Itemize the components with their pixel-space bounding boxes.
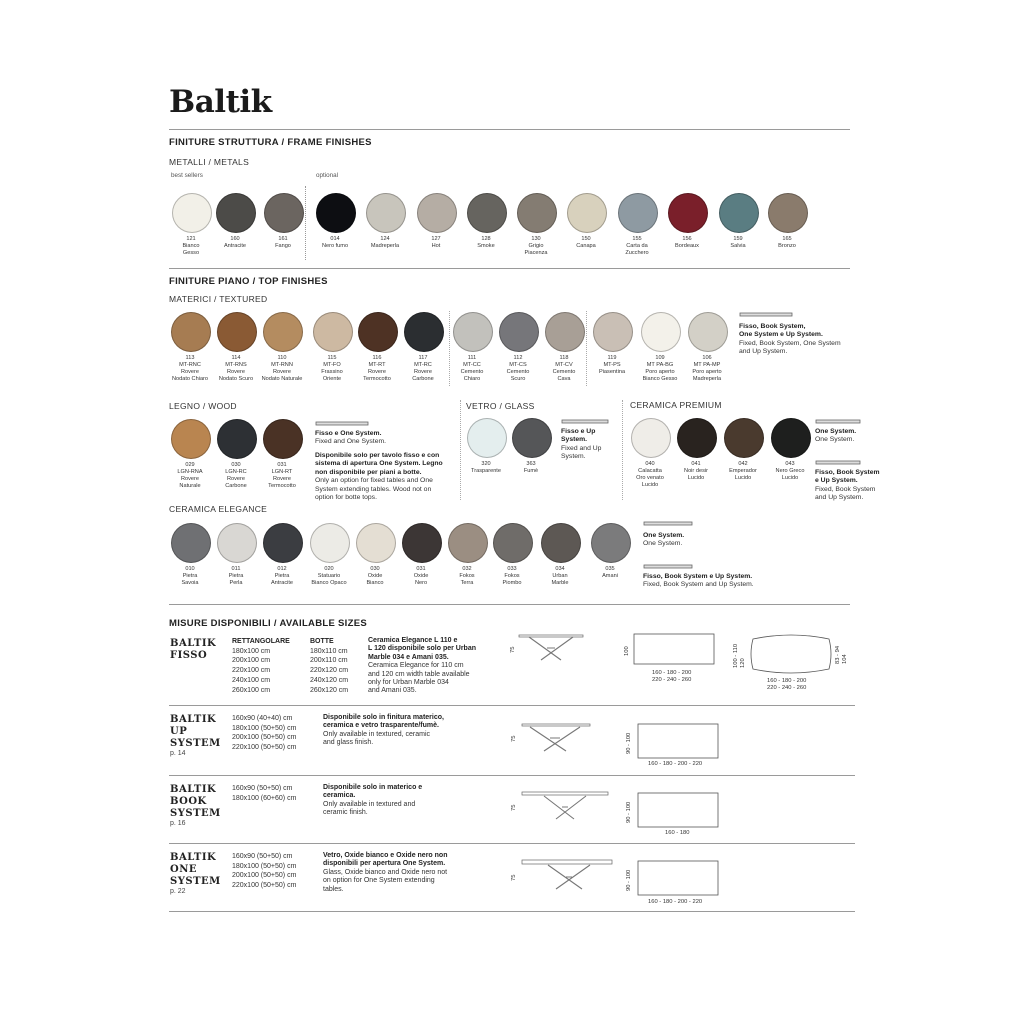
one-side-elevation-icon <box>520 858 616 892</box>
top-finishes-heading: FINITURE PIANO / TOP FINISHES <box>169 276 328 287</box>
ceramica-elegance-heading: CERAMICA ELEGANCE <box>169 504 268 514</box>
model-book-name: BALTIK BOOK SYSTEM <box>170 784 221 819</box>
finish-swatch <box>467 418 507 458</box>
wood-note-1-text: Fixed and One System. <box>315 438 387 446</box>
up-side-elevation-icon <box>520 722 592 754</box>
fisso-note-text: Ceramica Elegance for 110 cm and 120 cm width table available only for Urban Marble 034 and Amani 035. <box>368 662 470 695</box>
model-up-name: BALTIK UP SYSTEM <box>170 714 221 749</box>
finish-swatch-label: 031 Oxide Nero <box>413 566 429 586</box>
fisso-botte-plan-icon <box>748 634 834 674</box>
finish-swatch <box>310 523 350 563</box>
divider <box>169 911 855 912</box>
finish-swatch <box>264 193 304 233</box>
book-depth-dim: 90 - 100 <box>626 801 632 823</box>
finish-swatch <box>618 193 658 233</box>
finish-swatch-label: 032 Fokos Terra <box>459 566 475 586</box>
finish-swatch-label: 110 MT-RNN Rovere Nodato Naturale <box>261 355 303 382</box>
finish-swatch-label: 035 Amani <box>602 566 618 579</box>
finish-swatch-label: 165 Bronzo <box>778 236 796 249</box>
tabletop-profile-icon <box>739 311 795 319</box>
fisso-botte-column <box>310 637 348 695</box>
optional-label: optional <box>316 172 339 179</box>
divider <box>169 268 850 269</box>
finish-swatch <box>512 418 552 458</box>
finish-swatch <box>493 523 533 563</box>
finish-swatch <box>677 418 717 458</box>
one-page-ref: p. 22 <box>170 888 186 895</box>
finish-swatch <box>541 523 581 563</box>
finish-swatch-label: 113 MT-RNC Rovere Nodato Chiaro <box>171 355 209 382</box>
finish-swatch-label: 116 MT-RT Rovere Termocotto <box>363 355 391 382</box>
glass-note-bold: Fisso e Up System. <box>561 428 596 444</box>
finish-swatch-label: 320 Trasparente <box>471 461 501 474</box>
book-note-text: Only available in textured and ceramic finish. <box>323 800 416 817</box>
finish-swatch-label: 127 Hot <box>431 236 441 249</box>
tabletop-profile-icon <box>815 418 863 426</box>
separator <box>586 311 587 386</box>
finish-swatch <box>366 193 406 233</box>
finish-swatch <box>448 523 488 563</box>
finish-swatch-label: 043 Nero Greco Lucido <box>775 461 805 481</box>
finish-swatch-label: 033 Fokos Piombo <box>502 566 522 586</box>
fisso-botte-width-dim: 160 - 180 - 200 220 - 240 - 260 <box>767 678 807 691</box>
finish-swatch <box>171 419 211 459</box>
fisso-botte-depth2-dim: 83 - 94 104 <box>835 645 848 664</box>
elegance-note-1-text: One System. <box>643 540 683 548</box>
up-note-bold: Disponibile solo in finitura materico, ceramica e vetro trasparente/fumè. <box>323 714 444 730</box>
fisso-height-dim: 75 <box>510 646 516 653</box>
elegance-note-2 <box>643 573 754 590</box>
finish-swatch <box>171 312 211 352</box>
finish-swatch <box>545 312 585 352</box>
finish-swatch <box>668 193 708 233</box>
finish-swatch <box>453 312 493 352</box>
finish-swatch <box>467 193 507 233</box>
finish-swatch <box>417 193 457 233</box>
finish-swatch-label: 041 Noir desir Lucido <box>684 461 708 481</box>
glass-note-text: Fixed and Up System. <box>561 444 602 461</box>
finish-swatch <box>356 523 396 563</box>
finish-swatch-label: 124 Madreperla <box>370 236 400 249</box>
book-height-dim: 75 <box>511 804 517 811</box>
finish-swatch-label: 128 Smoke <box>477 236 495 249</box>
finish-swatch-label: 011 Pietra Perla <box>228 566 244 586</box>
finish-swatch <box>358 312 398 352</box>
fisso-note <box>368 637 476 696</box>
finish-swatch <box>719 193 759 233</box>
finish-swatch <box>591 523 631 563</box>
wood-note-2 <box>315 452 443 502</box>
finish-swatch <box>263 419 303 459</box>
textured-note-bold: Fisso, Book System, One System e Up System. <box>739 323 823 339</box>
finish-swatch <box>402 523 442 563</box>
finish-swatch-label: 121 Bianco Gesso <box>182 236 200 256</box>
finish-swatch-label: 030 LGN-RC Rovere Carbone <box>225 462 247 489</box>
finish-swatch <box>771 418 811 458</box>
frame-finishes-heading: FINITURE STRUTTURA / FRAME FINISHES <box>169 137 372 148</box>
finish-swatch <box>567 193 607 233</box>
finish-swatch <box>172 193 212 233</box>
wood-note-2-text: Only an option for fixed tables and One System extending tables. Wood not on option for botte tops. <box>315 477 433 502</box>
book-note <box>323 784 422 818</box>
botte-header: BOTTE <box>310 638 334 645</box>
fisso-note-bold: Ceramica Elegance L 110 e L 120 disponibile solo per Urban Marble 034 e Amani 035. <box>368 637 477 661</box>
premium-note-1 <box>815 428 856 445</box>
finish-swatch-label: 159 Salvia <box>730 236 746 249</box>
premium-note-2-bold: Fisso, Book System e Up System. <box>815 469 880 485</box>
premium-note-2 <box>815 469 880 503</box>
finish-swatch-label: 029 LGN-RNA Rovere Naturale <box>177 462 203 489</box>
up-sizes: 160x90 (40+40) cm 180x100 (50+50) cm 200x100 (50+50) cm 220x100 (50+50) cm <box>232 715 297 752</box>
finish-swatch-label: 363 Fumè <box>523 461 539 474</box>
fisso-rect-depth-dim: 100 <box>624 646 630 656</box>
finish-swatch <box>316 193 356 233</box>
metals-heading: METALLI / METALS <box>169 157 250 167</box>
finish-swatch-label: 119 MT-PS Piasentina <box>598 355 626 375</box>
up-plan-icon <box>634 722 722 760</box>
divider <box>169 843 855 844</box>
up-depth-dim: 90 - 100 <box>626 732 632 754</box>
fisso-rectangular-column <box>232 637 290 695</box>
premium-note-1-bold: One System. <box>815 428 857 435</box>
fisso-rect-plan-icon <box>626 632 718 668</box>
finish-swatch <box>313 312 353 352</box>
finish-swatch-label: 042 Emperador Lucido <box>729 461 757 481</box>
up-page-ref: p. 14 <box>170 750 186 757</box>
finish-swatch <box>217 419 257 459</box>
finish-swatch <box>217 523 257 563</box>
rectangular-sizes: 180x100 cm 200x100 cm 220x100 cm 240x100 cm 260x100 cm <box>232 647 271 694</box>
elegance-note-2-bold: Fisso, Book System e Up System. <box>643 573 753 580</box>
finish-swatch <box>517 193 557 233</box>
finish-swatch-label: 111 MT-CC Cemento Chiaro <box>460 355 484 382</box>
glass-note <box>561 428 601 462</box>
textured-note <box>739 323 841 357</box>
up-width-dim: 160 - 180 - 200 - 220 <box>648 761 703 767</box>
tabletop-profile-icon <box>643 563 695 571</box>
wood-note-2-bold: Disponibile solo per tavolo fisso e con sistema di apertura One System. Legno non disponibile per piani a botte. <box>315 452 443 476</box>
elegance-note-2-text: Fixed, Book System and Up System. <box>643 581 754 589</box>
finish-swatch-label: 106 MT PA-MP Poro aperto Madreperla <box>692 355 722 382</box>
ceramica-premium-heading: CERAMICA PREMIUM <box>630 400 722 410</box>
finish-swatch-label: 014 Nero fumo <box>321 236 349 249</box>
one-note <box>323 852 447 894</box>
finish-swatch <box>768 193 808 233</box>
finish-swatch-label: 031 LGN-RT Rovere Termocotto <box>268 462 296 489</box>
elegance-note-1 <box>643 532 684 549</box>
wood-note-1-bold: Fisso e One System. <box>315 430 382 437</box>
fisso-botte-depth-dim: 100 - 110 120 <box>733 643 746 668</box>
tabletop-profile-icon <box>643 520 695 528</box>
one-depth-dim: 90 - 100 <box>626 869 632 891</box>
finish-swatch-label: 010 Pietra Savoia <box>181 566 199 586</box>
premium-note-1-text: One System. <box>815 436 855 444</box>
one-width-dim: 160 - 180 - 200 - 220 <box>648 899 703 905</box>
one-note-bold: Vetro, Oxide bianco e Oxide nero non disponibili per apertura One System. <box>323 852 448 868</box>
book-sizes: 160x90 (50+50) cm 180x100 (60+60) cm <box>232 785 297 802</box>
wood-heading: LEGNO / WOOD <box>169 401 237 411</box>
finish-swatch-label: 034 Urban Marble <box>551 566 569 586</box>
elegance-note-1-bold: One System. <box>643 532 685 539</box>
finish-swatch <box>263 312 303 352</box>
finish-swatch-label: 109 MT PA-BG Poro aperto Bianco Gesso <box>642 355 678 382</box>
finish-swatch <box>216 193 256 233</box>
finish-swatch <box>593 312 633 352</box>
one-sizes: 160x90 (50+50) cm 180x100 (50+50) cm 200x100 (50+50) cm 220x100 (50+50) cm <box>232 853 297 890</box>
glass-heading: VETRO / GLASS <box>466 401 535 411</box>
finish-swatch-label: 115 MT-FO Frassino Oriente <box>321 355 343 382</box>
finish-swatch <box>171 523 211 563</box>
finish-swatch-label: 112 MT-CS Cemento Scuro <box>506 355 530 382</box>
divider <box>169 705 855 706</box>
one-note-text: Glass, Oxide bianco and Oxide nero not on option for One System extending tables. <box>323 868 448 893</box>
tabletop-profile-icon <box>815 459 863 467</box>
model-fisso-name: BALTIK FISSO <box>170 638 217 661</box>
up-note <box>323 714 444 748</box>
divider <box>169 604 850 605</box>
fisso-rect-width-dim: 160 - 180 - 200 220 - 240 - 260 <box>652 670 692 683</box>
separator <box>460 400 461 500</box>
finish-swatch-label: 155 Carta da Zucchero <box>625 236 649 256</box>
book-width-dim: 160 - 180 <box>665 830 690 836</box>
sizes-heading: MISURE DISPONIBILI / AVAILABLE SIZES <box>169 618 367 629</box>
book-page-ref: p. 16 <box>170 820 186 827</box>
finish-swatch-label: 160 Antracite <box>223 236 247 249</box>
finish-swatch <box>263 523 303 563</box>
model-one-name: BALTIK ONE SYSTEM <box>170 852 221 887</box>
one-height-dim: 75 <box>511 874 517 881</box>
fisso-side-elevation-icon <box>517 633 585 663</box>
tabletop-profile-icon <box>561 418 611 426</box>
finish-swatch-label: 156 Bordeaux <box>675 236 699 249</box>
book-plan-icon <box>634 791 722 829</box>
finish-swatch-label: 020 Statuario Bianco Opaco <box>311 566 347 586</box>
best-sellers-label: best sellers <box>171 172 203 179</box>
finish-swatch <box>404 312 444 352</box>
rectangular-header: RETTANGOLARE <box>232 638 290 645</box>
finish-swatch <box>631 418 671 458</box>
finish-swatch-label: 130 Grigio Piacenza <box>524 236 548 256</box>
page-title: Baltik <box>169 84 272 120</box>
finish-swatch <box>217 312 257 352</box>
finish-swatch-label: 114 MT-RNS Rovere Nodato Scuro <box>218 355 254 382</box>
up-height-dim: 75 <box>511 735 517 742</box>
finish-swatch-label: 150 Canapa <box>576 236 596 249</box>
finish-swatch <box>724 418 764 458</box>
textured-note-text: Fixed, Book System, One System and Up System. <box>739 339 841 356</box>
finish-swatch <box>499 312 539 352</box>
book-side-elevation-icon <box>520 790 610 822</box>
finish-swatch <box>688 312 728 352</box>
separator <box>449 311 450 386</box>
premium-note-2-text: Fixed, Book System and Up System. <box>815 485 876 502</box>
book-note-bold: Disponibile solo in materico e ceramica. <box>323 784 423 800</box>
tabletop-profile-icon <box>315 420 371 428</box>
botte-sizes: 180x110 cm 200x110 cm 220x120 cm 240x120 cm 260x120 cm <box>310 647 349 694</box>
finish-swatch-label: 118 MT-CV Cemento Cava <box>552 355 576 382</box>
textured-heading: MATERICI / TEXTURED <box>169 294 268 304</box>
finish-swatch-label: 012 Pietra Antracite <box>270 566 294 586</box>
finish-swatch-label: 117 MT-RC Rovere Carbone <box>412 355 434 382</box>
finish-swatch-label: 030 Oxide Bianco <box>366 566 384 586</box>
divider <box>169 129 850 130</box>
finish-swatch-label: 040 Calacatta Oro venato Lucido <box>636 461 664 488</box>
one-plan-icon <box>634 859 722 897</box>
finish-swatch-label: 161 Fango <box>275 236 291 249</box>
wood-note-1 <box>315 430 386 447</box>
up-note-text: Only available in textured, ceramic and glass finish. <box>323 730 430 747</box>
finish-swatch <box>641 312 681 352</box>
divider <box>169 775 855 776</box>
